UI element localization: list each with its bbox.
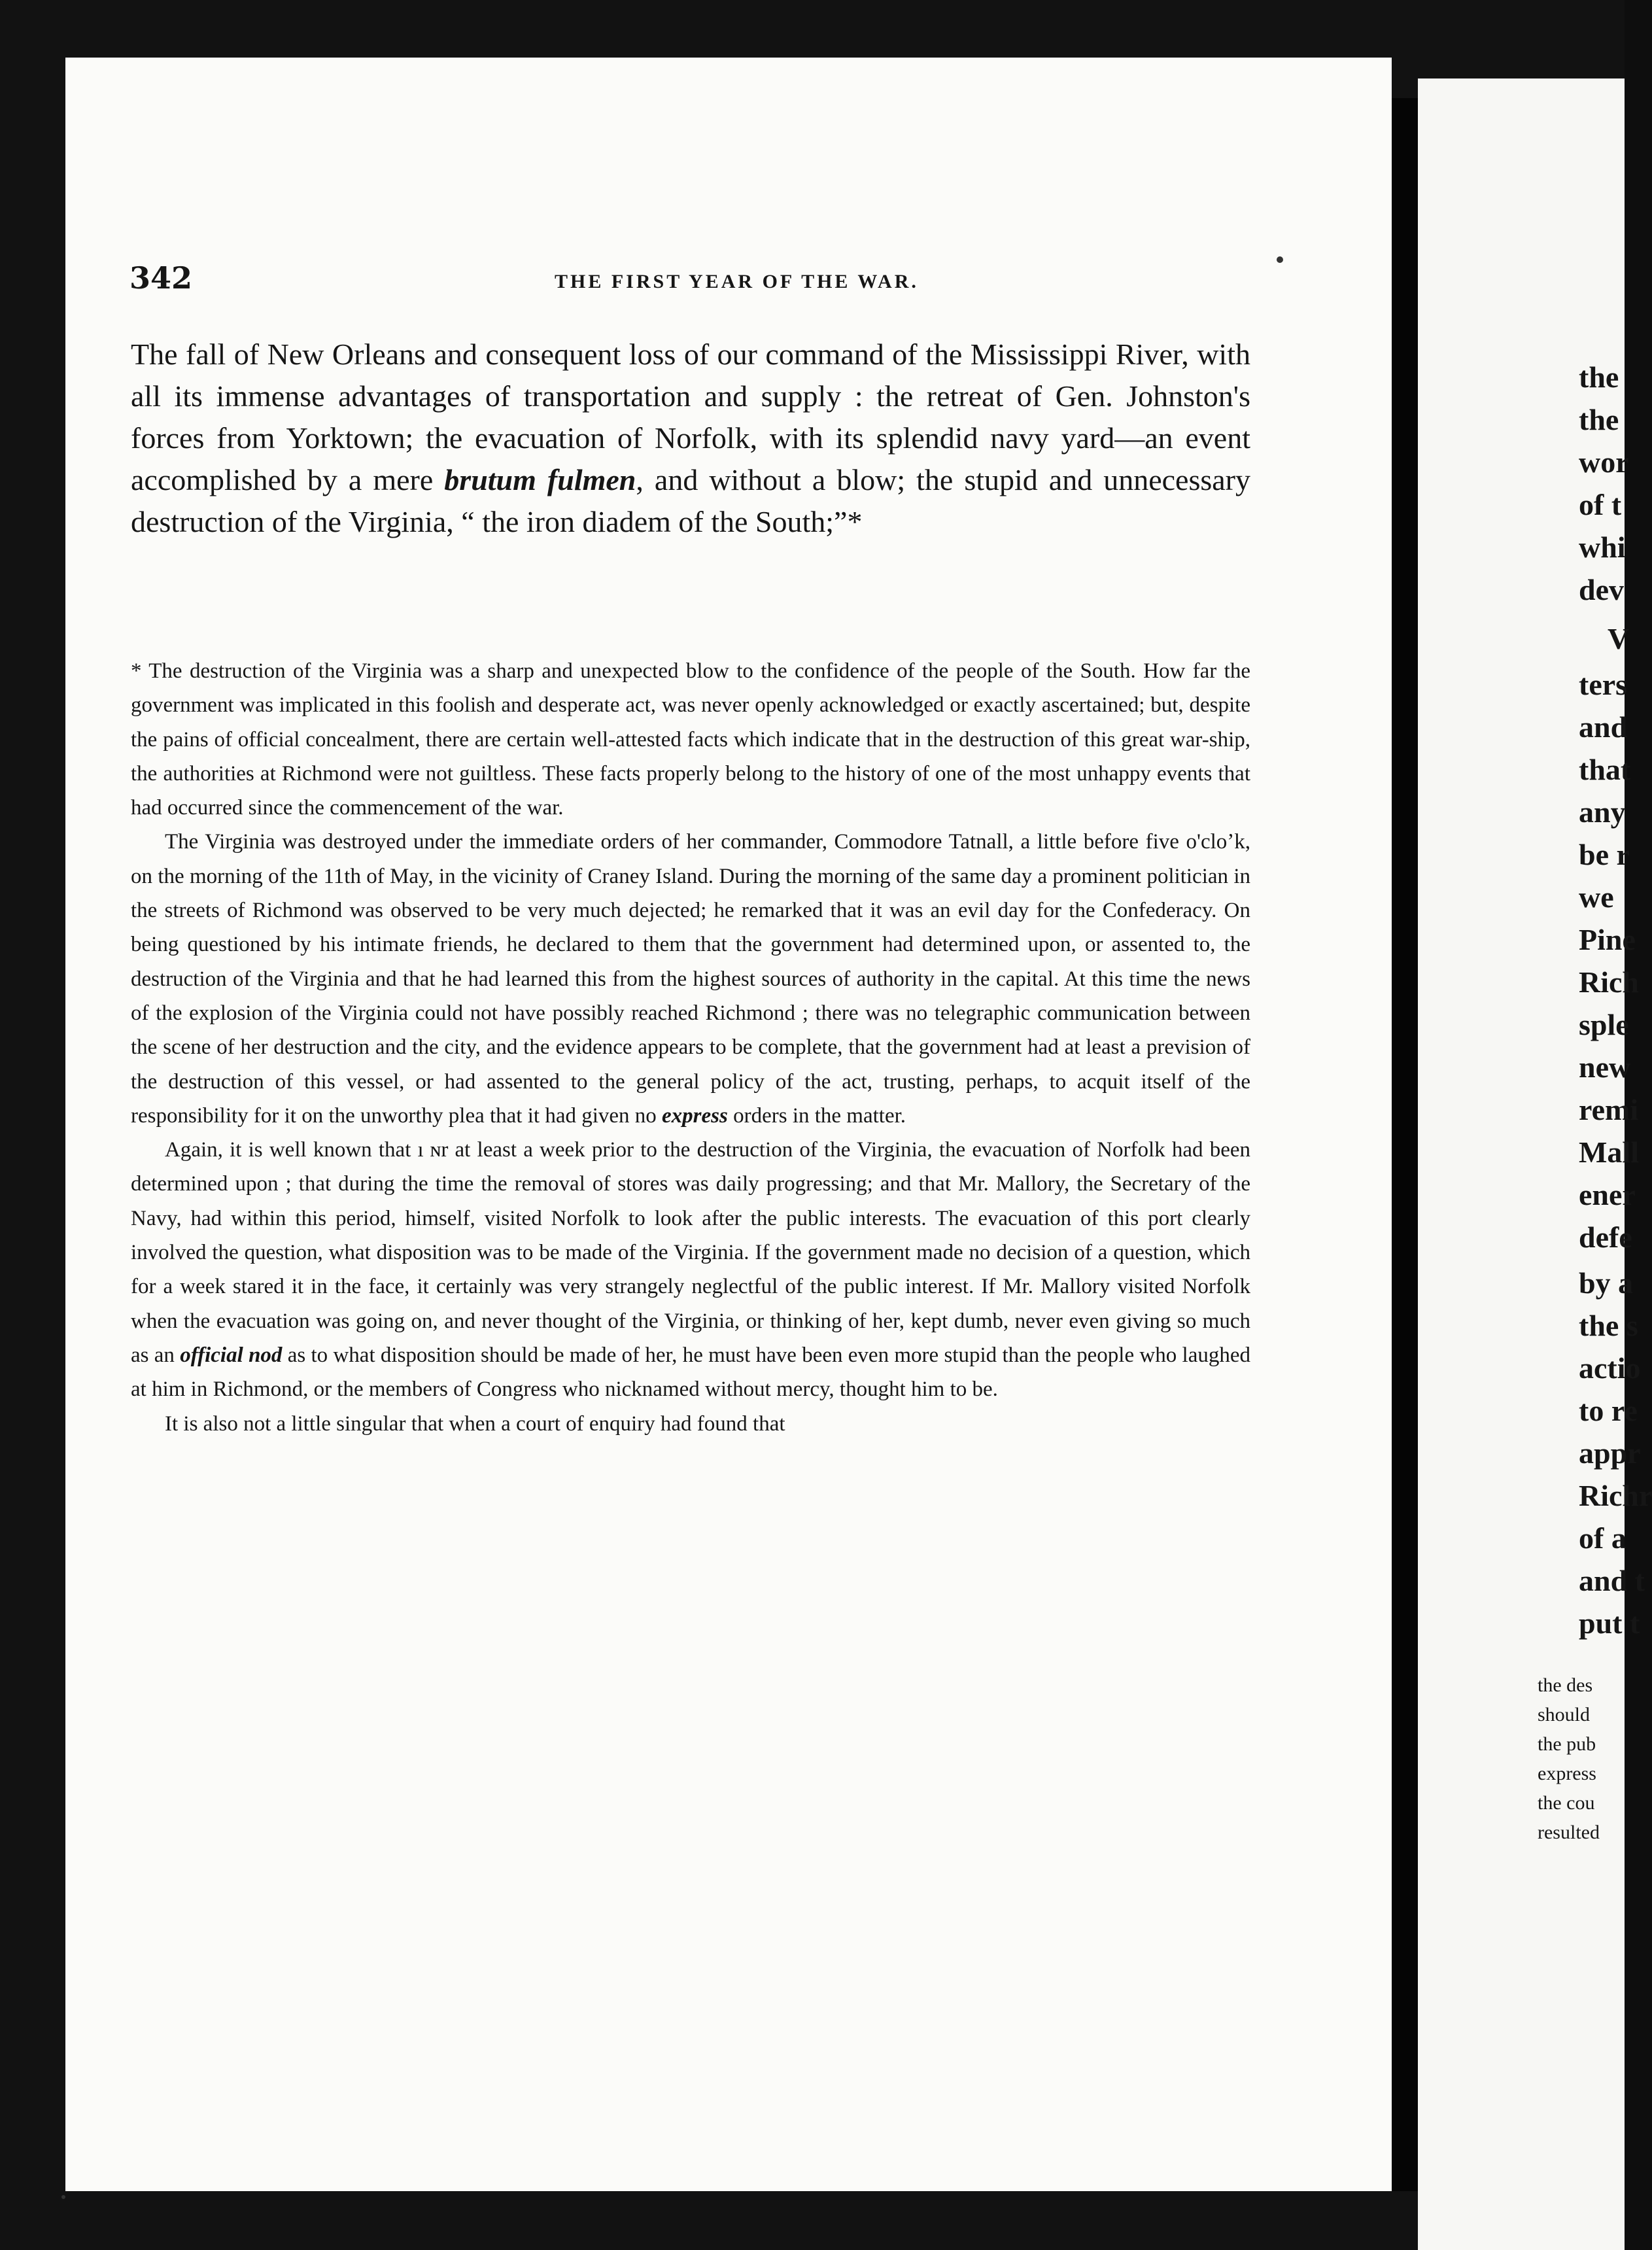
facing-page-line: wor [1579,445,1629,479]
ink-speck [61,2195,65,2199]
facing-page-column [1418,78,1652,2250]
facing-page-line: new [1579,1050,1631,1084]
facing-page-line: of a [1579,1521,1626,1555]
facing-page-line: the [1579,403,1619,436]
footnote-italic: official nod [180,1343,283,1367]
facing-page-line: Rich [1579,965,1639,999]
facing-page-line: and t [1579,1564,1645,1597]
facing-page-line: we [1579,880,1614,914]
facing-page-line: actio [1579,1351,1641,1385]
facing-page-line: dev [1579,573,1624,606]
footnote-text: orders in the matter. [727,1103,906,1128]
body-italic: brutum fulmen [444,463,636,496]
footnote-text: Again, it is well known that ı ɴr at least a week prior to the destruction of the Virginia, the evacuation of Norfolk had been determined upon ; that during the time the removal of stores was daily progressing; and that Mr. Mallory, the Secretary of the Navy, had within this period, himself, visited Norfolk to look after the public interests. The evacuation of this port clearly involved the question, what disposition was to be made of the Virginia. If the government made no decision of a question, which for a week stared it in the face, it certainly was very strangely neglectful of the public interest. If Mr. Mallory visited Norfolk when the evacuation was going on, and never thought of the Virginia, or thinking of her, kept dumb, never even giving so much as an [131,1138,1250,1367]
facing-page-line: ener [1579,1178,1636,1211]
footnote-paragraph [131,1407,1250,1441]
facing-page-line: Richr [1579,1479,1652,1512]
facing-page-line: be r [1579,838,1630,871]
facing-page-footnote-line: the pub [1538,1733,1596,1755]
facing-page-line: that [1579,753,1631,786]
facing-page [1418,78,1652,2250]
footnote-block [131,654,1250,1441]
body-paragraph [131,334,1250,543]
facing-page-line: to re [1579,1394,1638,1427]
facing-page-line: defe [1579,1220,1632,1254]
facing-page-footnote-line: the cou [1538,1792,1595,1814]
facing-page-line: of t [1579,488,1622,521]
footnote-paragraph [131,654,1250,825]
footnote-text: It is also not a little singular that when a court of enquiry had found that [165,1411,785,1436]
running-title: THE FIRST YEAR OF THE WAR. [555,271,919,292]
book-gutter [1392,98,1418,2191]
footnote-paragraph [131,1133,1250,1406]
facing-page-footnote-line: resulted [1538,1822,1600,1843]
facing-page-footnote-line: the des [1538,1674,1593,1696]
facing-page-footnote-line: express [1538,1763,1596,1784]
facing-page-line: put t [1579,1606,1640,1640]
facing-page-line: sple [1579,1008,1629,1041]
facing-page-line: any [1579,795,1626,829]
page-number: 342 [129,260,193,296]
running-head [129,260,1241,300]
facing-page-line: Pine [1579,923,1636,956]
facing-page-line: appr [1579,1436,1641,1470]
ink-speck [1277,256,1283,263]
footnote-italic: express [662,1103,728,1128]
body-text: The fall of New Orleans and consequent loss of our command of the Mississippi River, with all its immense advantages of transportation and supply : the retreat of Gen. Johnston's forces from Yorktown; the evacuation of Norfolk, with its splendid navy yard—an event accomplished by a mere [131,338,1250,496]
facing-page-footnote-line: should [1538,1704,1591,1725]
body-text: , and without a blow; the stupid and unnecessary destruction of the Virginia, “ the iron diadem of the South;”* [131,463,1251,538]
facing-page-line: the [1579,360,1619,394]
facing-page-line: by a [1579,1266,1634,1300]
footnote-text: * The destruction of the Virginia was a sharp and unexpected blow to the confidence of the people of the South. How far the government was implicated in this foolish and desperate act, was never openly acknowledged or exactly ascertained; but, despite the pains of official concealment, there are certain well-attested facts which indicate that in the destruction of this great war-ship, the authorities at Richmond were not guiltless. These facts properly belong to the history of one of the most unhappy events that had occurred since the commencement of the war. [131,659,1250,820]
facing-page-line: V [1608,622,1630,655]
facing-page-line: the s [1579,1309,1638,1342]
facing-page-line: whi [1579,530,1626,564]
footnote-text: The Virginia was destroyed under the immediate orders of her commander, Commodore Tatnall, a little before five o'cloʼk, on the morning of the 11th of May, in the vicinity of Craney Island. During the morning of the same day a prominent politician in the streets of Richmond was observed to be very much dejected; he remarked that it was an evil day for the Confederacy. On being questioned by his intimate friends, he declared to them that the government had determined upon, or assented to, the destruction of the Virginia and that he had learned this from the highest sources of authority in the capital. At this time the news of the explosion of the Virginia could not have possibly reached Richmond ; there was no telegraphic communication between the scene of her destruction and the city, and the evidence appears to be complete, that the government had at least a prevision of the destruction of this vessel, or had assented to the general policy of the act, trusting, perhaps, to acquit itself of the responsibility for it on the unworthy plea that it had given no [131,830,1250,1128]
facing-page-line: Mall [1579,1135,1639,1169]
facing-page-line: remi [1579,1093,1639,1126]
footnote-text: as to what disposition should be made of her, he must have been even more stupid than the people who laughed at him in Richmond, or the members of Congress who nicknamed without mercy, thought him to be. [131,1343,1251,1402]
facing-page-line: and [1579,710,1628,744]
footnote-paragraph [131,825,1250,1133]
facing-page-line: ters [1579,668,1628,701]
